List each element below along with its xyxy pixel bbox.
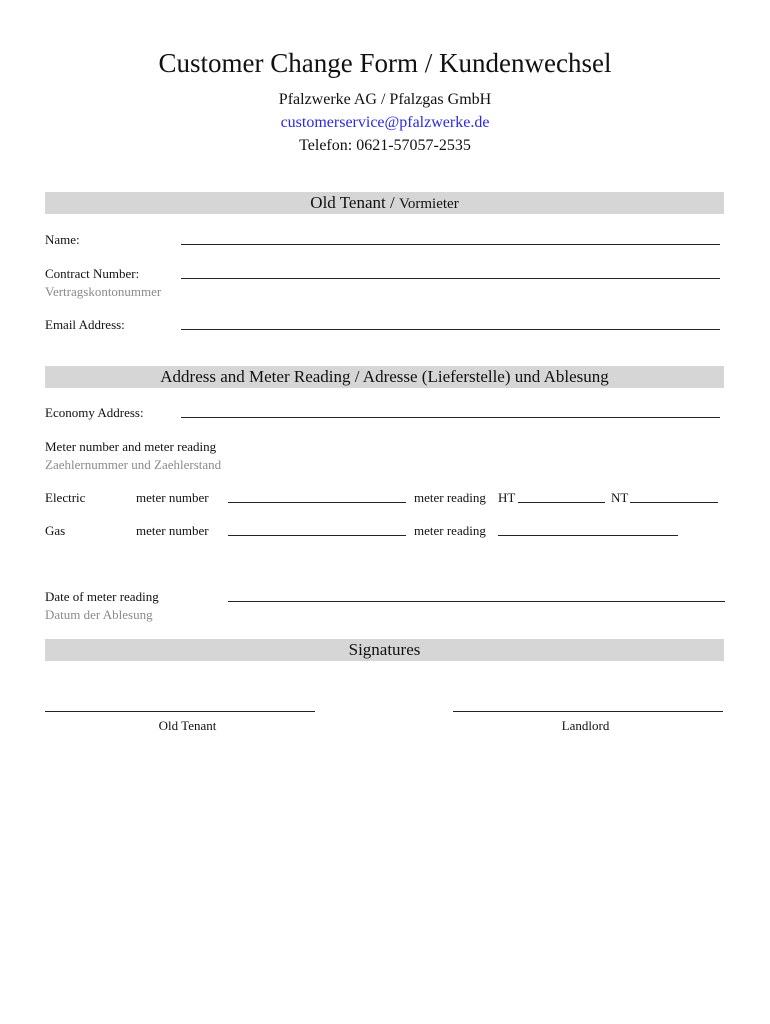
electric-meter-number-field[interactable] [228, 502, 406, 503]
landlord-signature-label: Landlord [561, 718, 610, 733]
date-of-reading-label: Date of meter reading [45, 589, 159, 604]
gas-meter-reading-label: meter reading [414, 523, 486, 538]
name-label: Name: [45, 232, 80, 247]
old-tenant-signature-line[interactable] [45, 711, 315, 712]
gas-meter-number-field[interactable] [228, 535, 406, 536]
old-tenant-title-de: Vormieter [398, 196, 459, 212]
contact-phone: Telefon: 0621-57057-2535 [299, 137, 471, 154]
landlord-signature-line[interactable] [453, 711, 723, 712]
address-meter-section-header [45, 366, 724, 388]
contract-number-field[interactable] [181, 278, 720, 279]
meter-heading-de: Zaehlernummer und Zaehlerstand [45, 457, 222, 472]
gas-meter-reading-field[interactable] [498, 535, 678, 536]
contact-email-link[interactable]: customerservice@pfalzwerke.de [280, 114, 490, 131]
old-tenant-section-header [45, 192, 724, 214]
date-of-reading-field[interactable] [228, 601, 725, 602]
email-address-field[interactable] [181, 329, 720, 330]
signatures-title: Signatures [348, 640, 421, 659]
old-tenant-title: Old Tenant / [310, 193, 399, 212]
name-field[interactable] [181, 244, 720, 245]
email-address-label: Email Address: [45, 317, 125, 332]
economy-address-field[interactable] [181, 417, 720, 418]
date-of-reading-label-de: Datum der Ablesung [45, 607, 153, 622]
contract-number-label-de: Vertragskontonummer [45, 284, 162, 299]
address-meter-title: Address and Meter Reading / Adresse (Lieferstelle) und Ablesung [160, 367, 609, 386]
gas-meter-number-label: meter number [136, 523, 209, 538]
electric-meter-reading-label: meter reading [414, 490, 486, 505]
electric-meter-number-label: meter number [136, 490, 209, 505]
ht-label: HT [498, 490, 516, 505]
economy-address-label: Economy Address: [45, 405, 144, 420]
form-title: Customer Change Form / Kundenwechsel [158, 48, 612, 78]
old-tenant-signature-label: Old Tenant [158, 718, 217, 733]
company-name: Pfalzwerke AG / Pfalzgas GmbH [278, 91, 492, 108]
meter-heading: Meter number and meter reading [45, 439, 217, 454]
signatures-section-header [45, 639, 724, 661]
gas-label: Gas [45, 523, 66, 538]
electric-nt-field[interactable] [630, 502, 718, 503]
contract-number-label: Contract Number: [45, 266, 140, 281]
nt-label: NT [611, 490, 629, 505]
electric-ht-field[interactable] [518, 502, 605, 503]
electric-label: Electric [45, 490, 86, 505]
